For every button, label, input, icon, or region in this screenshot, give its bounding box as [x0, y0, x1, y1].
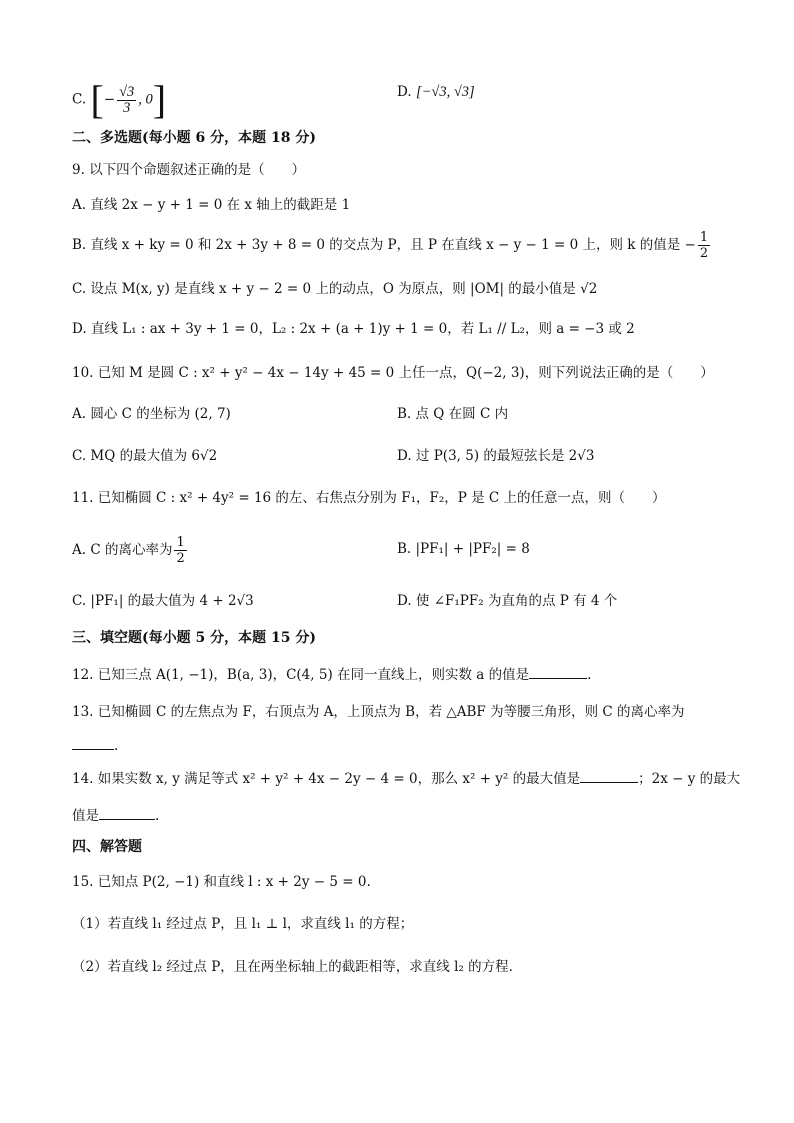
q10-option-a: A. 圆心 C 的坐标为 (2, 7) [72, 406, 231, 422]
answer-blank [580, 768, 638, 783]
q12-stem: 12. 已知三点 A(1, −1)，B(a, 3)，C(4, 5) 在同一直线上，则实数 a 的值是 . [72, 664, 591, 685]
q11-option-b: B. |PF₁| + |PF₂| = 8 [397, 541, 530, 557]
q15-part-2: （2）若直线 l₂ 经过点 P，且在两坐标轴上的截距相等，求直线 l₂ 的方程. [72, 959, 513, 975]
q13-stem: 13. 已知椭圆 C 的左焦点为 F，右顶点为 A，上顶点为 B，若 △ABF 为等腰三角形，则 C 的离心率为 [72, 704, 685, 720]
fraction: $\frac{√3}{3}$ [119, 83, 135, 116]
fraction: $\frac{1}{2}$ [176, 535, 185, 566]
q11-option-d: D. 使 ∠F₁PF₂ 为直角的点 P 有 4 个 [397, 593, 618, 609]
q9-option-d: D. 直线 L₁ : ax + 3y + 1 = 0，L₂ : 2x + (a + 1)y + 1 = 0，若 L₁ // L₂，则 a = −3 或 2 [72, 321, 635, 337]
section-title-fill-in: 三、填空题(每小题 5 分，本题 15 分) [72, 630, 316, 646]
q14-stem: 14. 如果实数 x, y 满足等式 x² + y² + 4x − 2y − 4 = 0，那么 x² + y² 的最大值是 ；2x − y 的最大 [72, 768, 740, 789]
right-bracket: ] [152, 77, 167, 122]
q8-option-c: C. [− $\frac{√3}{3}$ , 0] [72, 77, 167, 122]
fraction: $\frac{1}{2}$ [699, 230, 709, 261]
q15-stem: 15. 已知点 P(2, −1) 和直线 l : x + 2y − 5 = 0. [72, 874, 371, 890]
q9-option-a: A. 直线 2x − y + 1 = 0 在 x 轴上的截距是 1 [72, 197, 351, 213]
q11-option-c: C. |PF₁| 的最大值为 4 + 2√3 [72, 593, 254, 609]
q10-option-c: C. MQ 的最大值为 6√2 [72, 448, 218, 464]
answer-blank [529, 664, 587, 679]
q10-stem: 10. 已知 M 是圆 C : x² + y² − 4x − 14y + 45 = 0 上任一点，Q(−2, 3)，则下列说法正确的是（ ） [72, 365, 714, 381]
answer-blank [72, 735, 114, 750]
q13-answer-line: . [72, 735, 118, 756]
q9-option-b: B. 直线 x + ky = 0 和 2x + 3y + 8 = 0 的交点为 P，且 P 在直线 x − y − 1 = 0 上，则 k 的值是 − $\frac{1}{2}$ [72, 230, 709, 261]
q14-line2: 值是 . [72, 805, 159, 826]
section-title-multiple-choice: 二、多选题(每小题 6 分，本题 18 分) [72, 130, 316, 146]
q9-option-c: C. 设点 M(x, y) 是直线 x + y − 2 = 0 上的动点，O 为原点，则 |OM| 的最小值是 √2 [72, 281, 598, 297]
q8-option-d: D. [−√3, √3] [397, 84, 475, 100]
section-title-solutions: 四、解答题 [72, 839, 142, 855]
q10-option-d: D. 过 P(3, 5) 的最短弦长是 2√3 [397, 448, 595, 464]
q11-option-a: A. C 的离心率为 $\frac{1}{2}$ [72, 535, 185, 566]
answer-blank [99, 805, 155, 820]
q10-option-b: B. 点 Q 在圆 C 内 [397, 406, 509, 422]
q15-part-1: （1）若直线 l₁ 经过点 P，且 l₁ ⊥ l，求直线 l₁ 的方程； [72, 916, 414, 932]
q11-stem: 11. 已知椭圆 C : x² + 4y² = 16 的左、右焦点分别为 F₁，F₂，P 是 C 上的任意一点，则（ ） [72, 490, 666, 506]
left-bracket: [ [90, 77, 104, 122]
q9-stem: 9. 以下四个命题叙述正确的是（ ） [72, 162, 306, 178]
